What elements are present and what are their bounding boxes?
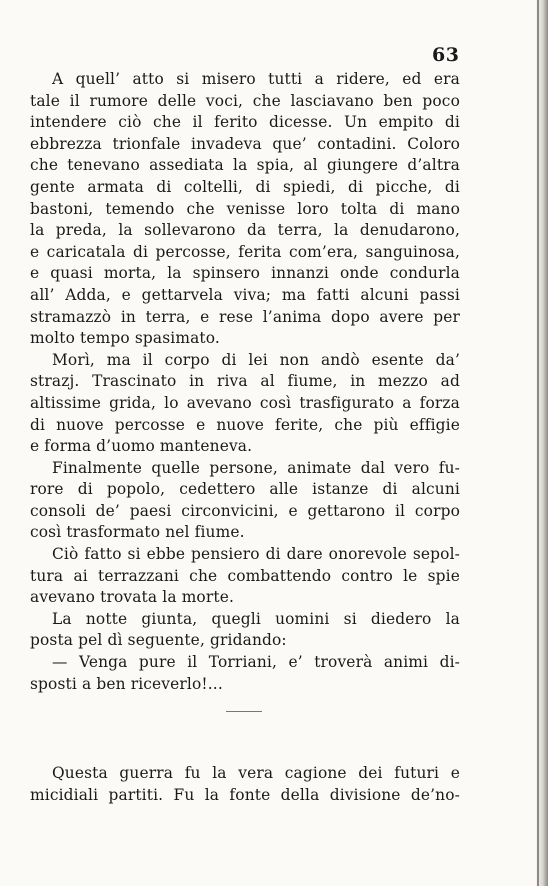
body-text: [30, 69, 460, 695]
lower-text: [30, 762, 460, 806]
text-line: Morì, ma il corpo di lei non andò esente da’: [52, 350, 460, 369]
text-line: gente armata di coltelli, di spiedi, di picche, di: [30, 177, 460, 196]
text-line: avevano trovata la morte.: [30, 588, 234, 607]
text-line: così trasformato nel fiume.: [30, 523, 245, 542]
text-line: di nuove percosse e nuove ferite, che più effigie: [30, 415, 460, 434]
text-line: stramazzò in terra, e rese l’anima dopo avere per: [30, 307, 460, 326]
text-line: altissime grida, lo avevano così trasfigurato a forza: [30, 393, 460, 412]
text-line: micidiali partiti. Fu la fonte della divisione de’no-: [30, 786, 460, 804]
text-line: ebbrezza trionfale invadeva que’ contadini. Coloro: [30, 134, 460, 153]
text-line: e caricatala di percosse, ferita com’era, sanguinosa,: [30, 242, 460, 261]
text-line: — Venga pure il Torriani, e’ troverà animi di-: [52, 653, 460, 672]
text-line: La notte giunta, quegli uomini si diedero la: [52, 609, 460, 628]
text-line: intendere ciò che il ferito dicesse. Un empito di: [30, 113, 460, 132]
text-line: posta pel dì seguente, gridando:: [30, 631, 287, 650]
section-separator: [226, 711, 262, 712]
text-line: tura ai terrazzani che combattendo contro le spie: [30, 566, 460, 585]
text-line: e quasi morta, la spinsero innanzi onde condurla: [30, 264, 460, 283]
text-line: strazj. Trascinato in riva al fiume, in mezzo ad: [30, 372, 460, 391]
text-line: all’ Adda, e gettarvela viva; ma fatti alcuni passi: [30, 285, 460, 304]
text-line: molto tempo spasimato.: [30, 329, 220, 348]
text-line: tale il rumore delle voci, che lasciavano ben poco: [30, 91, 460, 110]
binding-line: [537, 0, 539, 886]
text-line: Questa guerra fu la vera cagione dei futuri e: [52, 764, 460, 782]
text-line: A quell’ atto si misero tutti a ridere, ed era: [52, 70, 460, 88]
text-line: e forma d’uomo manteneva.: [30, 437, 253, 456]
text-line: consoli de’ paesi circonvicini, e gettarono il corpo: [30, 501, 460, 520]
text-line: la preda, la sollevarono da terra, la denudarono,: [30, 221, 460, 240]
text-line: Ciò fatto si ebbe pensiero di dare onorevole sepol-: [52, 545, 460, 564]
page-number: 63: [432, 44, 460, 66]
text-line: Finalmente quelle persone, animate dal vero fu-: [52, 458, 460, 477]
text-line: bastoni, temendo che venisse loro tolta di mano: [30, 199, 460, 218]
text-line: rore di popolo, cedettero alle istanze di alcuni: [30, 480, 460, 499]
text-line: che tenevano assediata la spia, al giungere d’altra: [30, 156, 460, 175]
text-line: sposti a ben riceverlo!...: [30, 674, 223, 693]
